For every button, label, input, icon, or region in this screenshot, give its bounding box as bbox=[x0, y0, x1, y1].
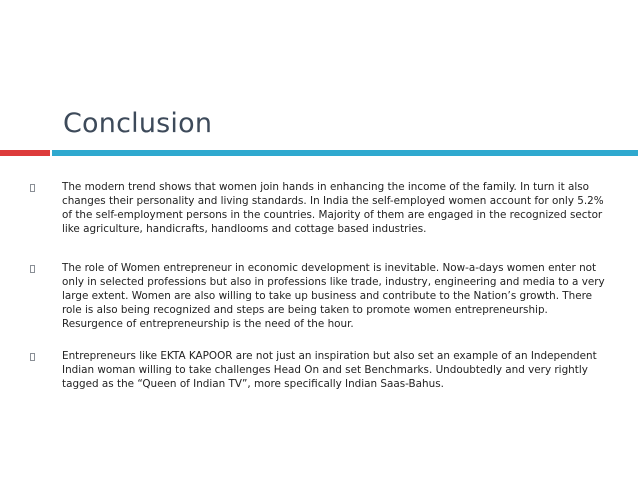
bullet-text-3: Entrepreneurs like EKTA KAPOOR are not just an inspiration but also set an example of an Independent Indian woman willing to take challenges Head On and set Benchmarks. Undoubtedly and very rightly tagged as the “Queen of Indian TV”, more specifically Indian Saas-Bahus. bbox=[62, 350, 597, 390]
title-rule-blue bbox=[52, 150, 638, 156]
title-rule-red bbox=[0, 150, 50, 156]
bullet-marker-icon bbox=[30, 265, 35, 273]
bullet-marker-icon bbox=[30, 184, 35, 192]
slide-title: Conclusion bbox=[63, 108, 213, 139]
bullet-marker-icon bbox=[30, 353, 35, 361]
bullet-text-2: The role of Women entrepreneur in economic development is inevitable. Now-a-days women enter not only in selected professions but also in professions like trade, industry, engineering and media to a very large extent. Women are also willing to take up business and contribute to the Nation’s growth. There role is also being recognized and steps are being taken to promote women entrepreneurship. Resurgence of entrepreneurship is the need of the hour. bbox=[62, 262, 605, 330]
bullet-text-1: The modern trend shows that women join hands in enhancing the income of the family. In turn it also changes their personality and living standards. In India the self-employed women account for only 5.2% of the self-employment persons in the countries. Majority of them are engaged in the recognized sector like agriculture, handicrafts, handlooms and cottage based industries. bbox=[62, 181, 604, 235]
